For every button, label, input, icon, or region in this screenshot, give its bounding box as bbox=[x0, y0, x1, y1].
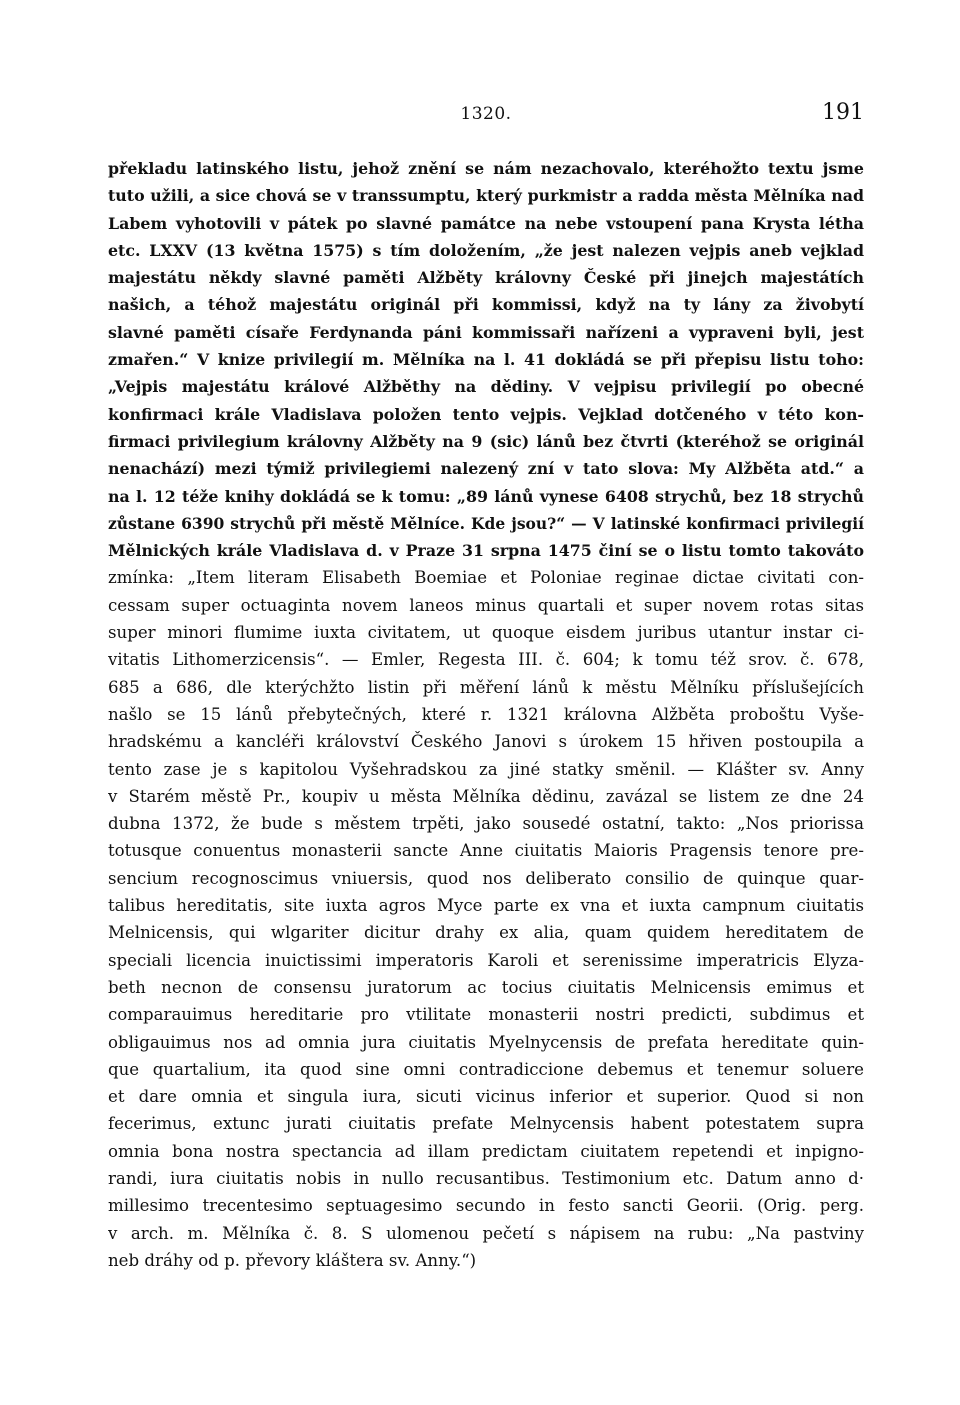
text-line: sencium recognoscimus vniuersis, quod nos deliberato consilio de quinque quar- bbox=[108, 868, 864, 888]
text-line: našich, a téhož majestátu originál při kommissi, když na ty lány za živobytí bbox=[108, 295, 864, 315]
text-line: vitatis Lithomerzicensis“. — Emler, Regesta III. č. 604; k tomu též srov. č. 678, bbox=[108, 650, 864, 670]
running-head-year: 1320. bbox=[460, 104, 512, 124]
text-line: zmařen.“ V knize privilegií m. Mělníka na l. 41 dokládá se při přepisu listu toho: bbox=[108, 350, 864, 370]
text-line: millesimo trecentesimo septuagesimo secundo in festo sancti Georii. (Orig. perg. bbox=[108, 1196, 864, 1216]
text-line: Labem vyhotovili v pátek po slavné památce na nebe vstoupení pana Krysta létha bbox=[108, 213, 864, 233]
text-line: speciali licencia inuictissimi imperatoris Karoli et serenissime imperatricis Elyza- bbox=[108, 950, 864, 970]
text-line: zmínka: „Item literam Elisabeth Boemiae et Poloniae reginae dictae civitati con- bbox=[108, 568, 864, 588]
body-text bbox=[108, 155, 864, 1274]
text-line: firmaci privilegium královny Alžběty na 9 (sic) lánů bez čtvrti (kteréhož se originál bbox=[108, 431, 864, 451]
text-line: neb dráhy od p. převory kláštera sv. Anny.“) bbox=[108, 1250, 477, 1270]
text-line: tento zase je s kapitolou Vyšehradskou za jiné statky směnil. — Klášter sv. Anny bbox=[108, 759, 864, 779]
text-line: Mělnických krále Vladislava d. v Praze 31 srpna 1475 činí se o listu tomto takováto bbox=[108, 541, 864, 561]
text-line: et dare omnia et singula iura, sicuti vicinus inferior et superior. Quod si non bbox=[108, 1087, 864, 1107]
text-line: super minori flumime iuxta civitatem, ut quoque eisdem juribus utantur instar ci- bbox=[108, 623, 864, 643]
text-line: totusque conuentus monasterii sancte Anne ciuitatis Maioris Pragensis tenore pre- bbox=[108, 841, 864, 861]
text-line: cessam super octuaginta novem laneos minus quartali et super novem rotas sitas bbox=[108, 595, 864, 615]
text-line: „Vejpis majestátu králové Alžběthy na dědiny. V vejpisu privilegií po obecné bbox=[108, 377, 864, 397]
text-line: nenachází) mezi týmiž privilegiemi nalezený zní v tato slova: My Alžběta atd.“ a bbox=[108, 459, 864, 479]
text-line: dubna 1372, že bude s městem trpěti, jako sousedé ostatní, takto: „Nos priorissa bbox=[108, 814, 864, 834]
text-line: fecerimus, extunc jurati ciuitatis prefate Melnycensis habent potestatem supra bbox=[108, 1114, 864, 1134]
page-header bbox=[108, 100, 864, 136]
text-line: obligauimus nos ad omnia jura ciuitatis Myelnycensis de prefata hereditate quin- bbox=[108, 1032, 864, 1052]
text-line: etc. LXXV (13 května 1575) s tím doložením, „že jest nalezen vejpis aneb vejklad bbox=[108, 240, 864, 260]
text-line: que quartalium, ita quod sine omni contradiccione debemus et tenemur soluere bbox=[108, 1059, 864, 1079]
text-line: majestátu někdy slavné paměti Alžběty královny České při jinejch majestátích bbox=[108, 268, 864, 288]
text-line: talibus hereditatis, site iuxta agros Myce parte ex vna et iuxta campnum ciuitatis bbox=[108, 896, 864, 916]
text-line: v Starém městě Pr., koupiv u města Mělníka dědinu, zavázal se listem ze dne 24 bbox=[108, 786, 864, 806]
text-line: překladu latinského listu, jehož znění se nám nezachovalo, kteréhožto textu jsme bbox=[108, 159, 864, 178]
text-line: randi, iura ciuitatis nobis in nullo recusantibus. Testimonium etc. Datum anno d· bbox=[108, 1168, 864, 1188]
text-line: comparauimus hereditarie pro vtilitate monasterii nostri predicti, subdimus et bbox=[108, 1005, 864, 1025]
text-line: omnia bona nostra spectancia ad illam predictam ciuitatem repetendi et inpigno- bbox=[108, 1141, 864, 1161]
text-line: našlo se 15 lánů přebytečných, které r. 1321 královna Alžběta proboštu Vyše- bbox=[108, 704, 864, 724]
text-line: na l. 12 téže knihy dokládá se k tomu: „89 lánů vynese 6408 strychů, bez 18 strychů bbox=[108, 486, 864, 506]
text-line: Melnicensis, qui wlgariter dicitur drahy ex alia, quam quidem hereditatem de bbox=[108, 923, 864, 943]
text-line: zůstane 6390 strychů při městě Mělníce. Kde jsou?“ — V latinské konfirmaci privilegií bbox=[108, 513, 864, 533]
page-number: 191 bbox=[822, 100, 864, 125]
text-line: konfirmaci krále Vladislava položen tento vejpis. Vejklad dotčeného v této kon- bbox=[108, 404, 864, 424]
text-line: beth necnon de consensu juratorum ac tocius ciuitatis Melnicensis emimus et bbox=[108, 977, 864, 997]
text-line: slavné paměti císaře Ferdynanda páni kommissaři nařízeni a vypraveni byli, jest bbox=[108, 322, 864, 342]
text-line: v arch. m. Mělníka č. 8. S ulomenou pečetí s nápisem na rubu: „Na pastviny bbox=[108, 1223, 864, 1243]
text-line: hradskému a kancléři království Českého Janovi s úrokem 15 hřiven postoupila a bbox=[108, 732, 864, 752]
text-line: tuto užili, a sice chová se v transsumptu, který purkmistr a radda města Mělníka nad bbox=[108, 186, 864, 206]
text-line: 685 a 686, dle kterýchžto listin při měření lánů k městu Mělníku příslušejících bbox=[108, 677, 864, 697]
